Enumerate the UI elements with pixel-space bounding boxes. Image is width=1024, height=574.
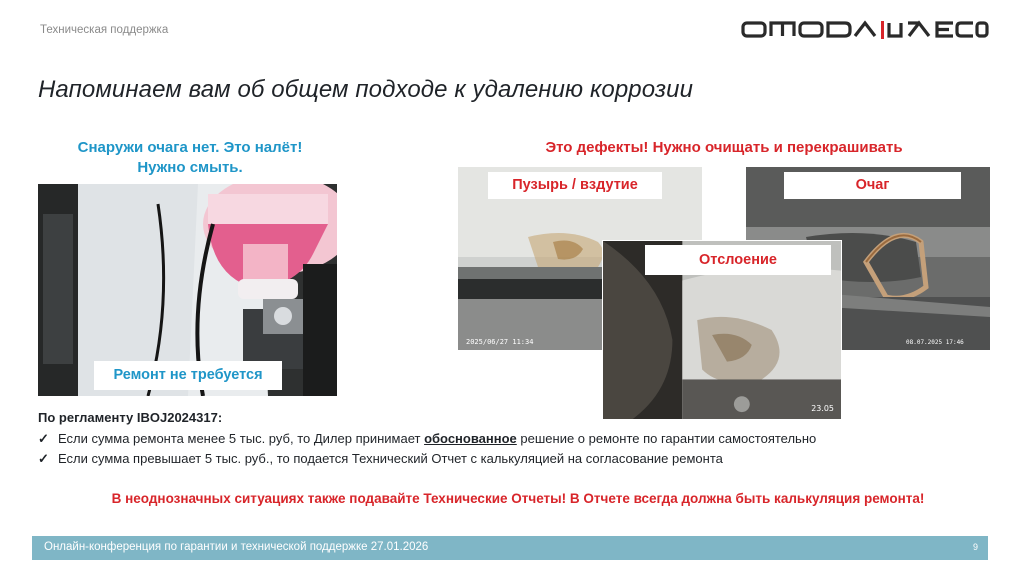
header-section-label: Техническая поддержка bbox=[40, 24, 169, 36]
brand-logo bbox=[741, 20, 989, 40]
tag-bubble: Пузырь / вздутие bbox=[488, 172, 662, 199]
rule-text-emphasis: обоснованное bbox=[424, 431, 517, 446]
footer-text: Онлайн-конференция по гарантии и технической поддержке 27.01.2026 bbox=[44, 541, 429, 553]
rule-item bbox=[38, 429, 998, 449]
warning-text: В неоднозначных ситуациях также подавайте Технические Отчеты! В Отчете всегда должна быть калькуляция ремонта! bbox=[111, 491, 925, 506]
rule-text: Если сумма ремонта менее 5 тыс. руб, то Дилер принимает bbox=[58, 431, 425, 446]
check-icon: ✓ bbox=[38, 431, 49, 446]
left-caption bbox=[40, 138, 340, 178]
slide-title: Напоминаем вам об общем подходе к удалению коррозии bbox=[38, 76, 694, 103]
rules-title: По регламенту IBOJ2024317: bbox=[38, 410, 223, 425]
rules-block bbox=[38, 410, 998, 469]
focus-photo-timestamp: 08.07.2025 17:46 bbox=[906, 339, 964, 346]
page-number: 9 bbox=[972, 542, 978, 552]
rule-text-end: решение о ремонте по гарантии самостоятельно bbox=[516, 431, 817, 446]
left-caption-line2: Нужно смыть. bbox=[137, 159, 243, 176]
tag-focus: Очаг bbox=[784, 172, 961, 199]
peeling-photo-timestamp: 23.05 bbox=[811, 404, 834, 414]
rule-item bbox=[38, 449, 998, 469]
right-caption: Это дефекты! Нужно очищать и перекрашивать bbox=[545, 139, 903, 156]
bubble-photo-timestamp: 2025/06/27 11:34 bbox=[466, 338, 534, 346]
rule-text: Если сумма превышает 5 тыс. руб., то подается Технический Отчет с калькуляцией на согласование ремонта bbox=[58, 451, 723, 466]
tag-peeling: Отслоение bbox=[645, 245, 831, 275]
check-icon: ✓ bbox=[38, 451, 49, 466]
tag-no-repair: Ремонт не требуется bbox=[94, 361, 282, 390]
left-caption-line1: Снаружи очага нет. Это налёт! bbox=[77, 139, 303, 156]
footer-bar bbox=[32, 536, 988, 560]
